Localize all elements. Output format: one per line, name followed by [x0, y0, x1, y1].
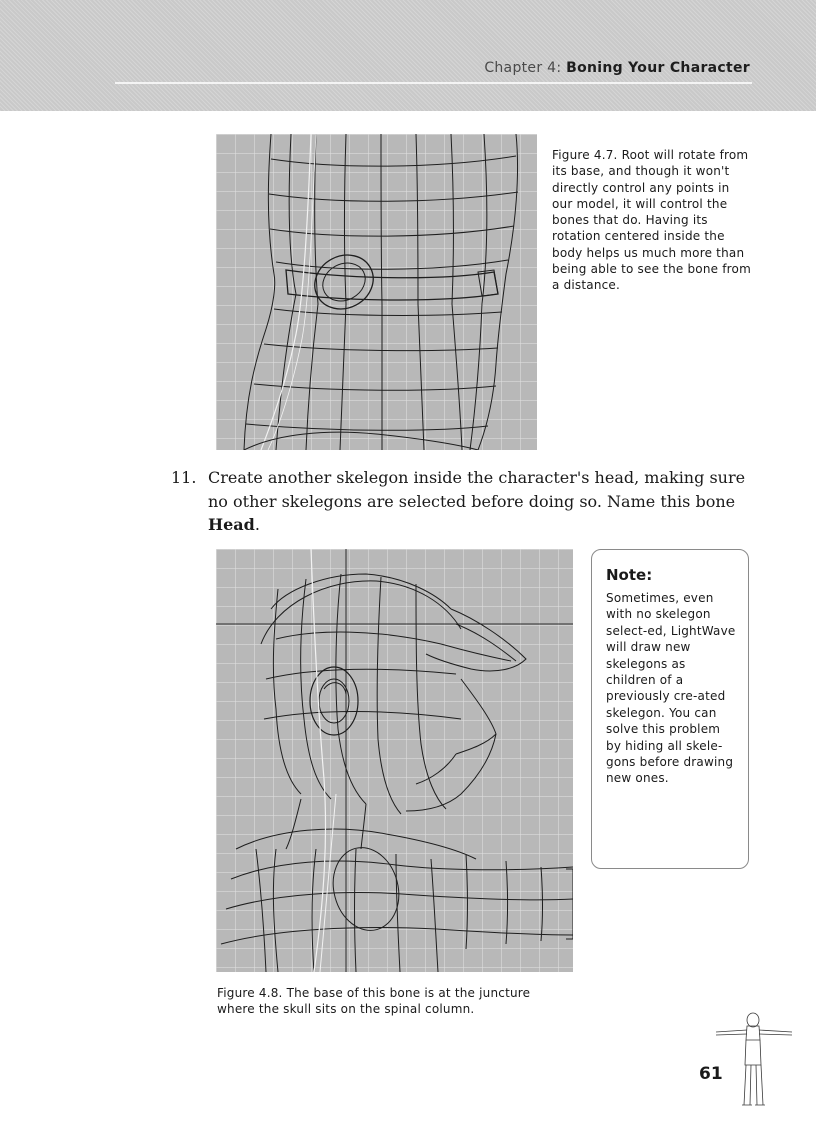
step-text-before: Create another skelegon inside the character's head, making sure no other skelegons are selected before doing so. Name this bone: [208, 468, 746, 511]
step-text: [208, 466, 748, 537]
head-wireframe: [216, 549, 573, 972]
note-title: Note:: [606, 566, 653, 584]
header-band: [0, 0, 816, 111]
figure-4-7-caption: Figure 4.7. Root will rotate from its base, and though it won't directly control any points in our model, it will control the bones that do. Having its rotation centered inside the body helps us much more than being able to see the bone from a distance.: [552, 148, 751, 293]
running-head: [484, 60, 750, 76]
note-body: Sometimes, even with no skelegon select-ed, LightWave will draw new skelegons as children of a previously cre-ated skelegon. You can solve this problem by hiding all skele-gons before drawing new ones.: [606, 591, 736, 786]
step-number: 11.: [171, 468, 197, 487]
torso-wireframe: [216, 134, 537, 450]
running-head-chapter-title: Boning Your Character: [566, 60, 750, 76]
figure-4-8-caption: Figure 4.8. The base of this bone is at the juncture where the skull sits on the spinal column.: [217, 986, 531, 1017]
running-head-prefix: Chapter 4:: [484, 60, 567, 76]
figure-4-8-image: [216, 549, 573, 972]
page-number: 61: [699, 1064, 723, 1084]
header-rule: [115, 82, 752, 84]
figure-4-7-image: [216, 134, 537, 450]
character-thumbnail: [708, 1010, 798, 1110]
bone-name: Head: [208, 515, 255, 534]
step-text-after: .: [254, 515, 260, 534]
